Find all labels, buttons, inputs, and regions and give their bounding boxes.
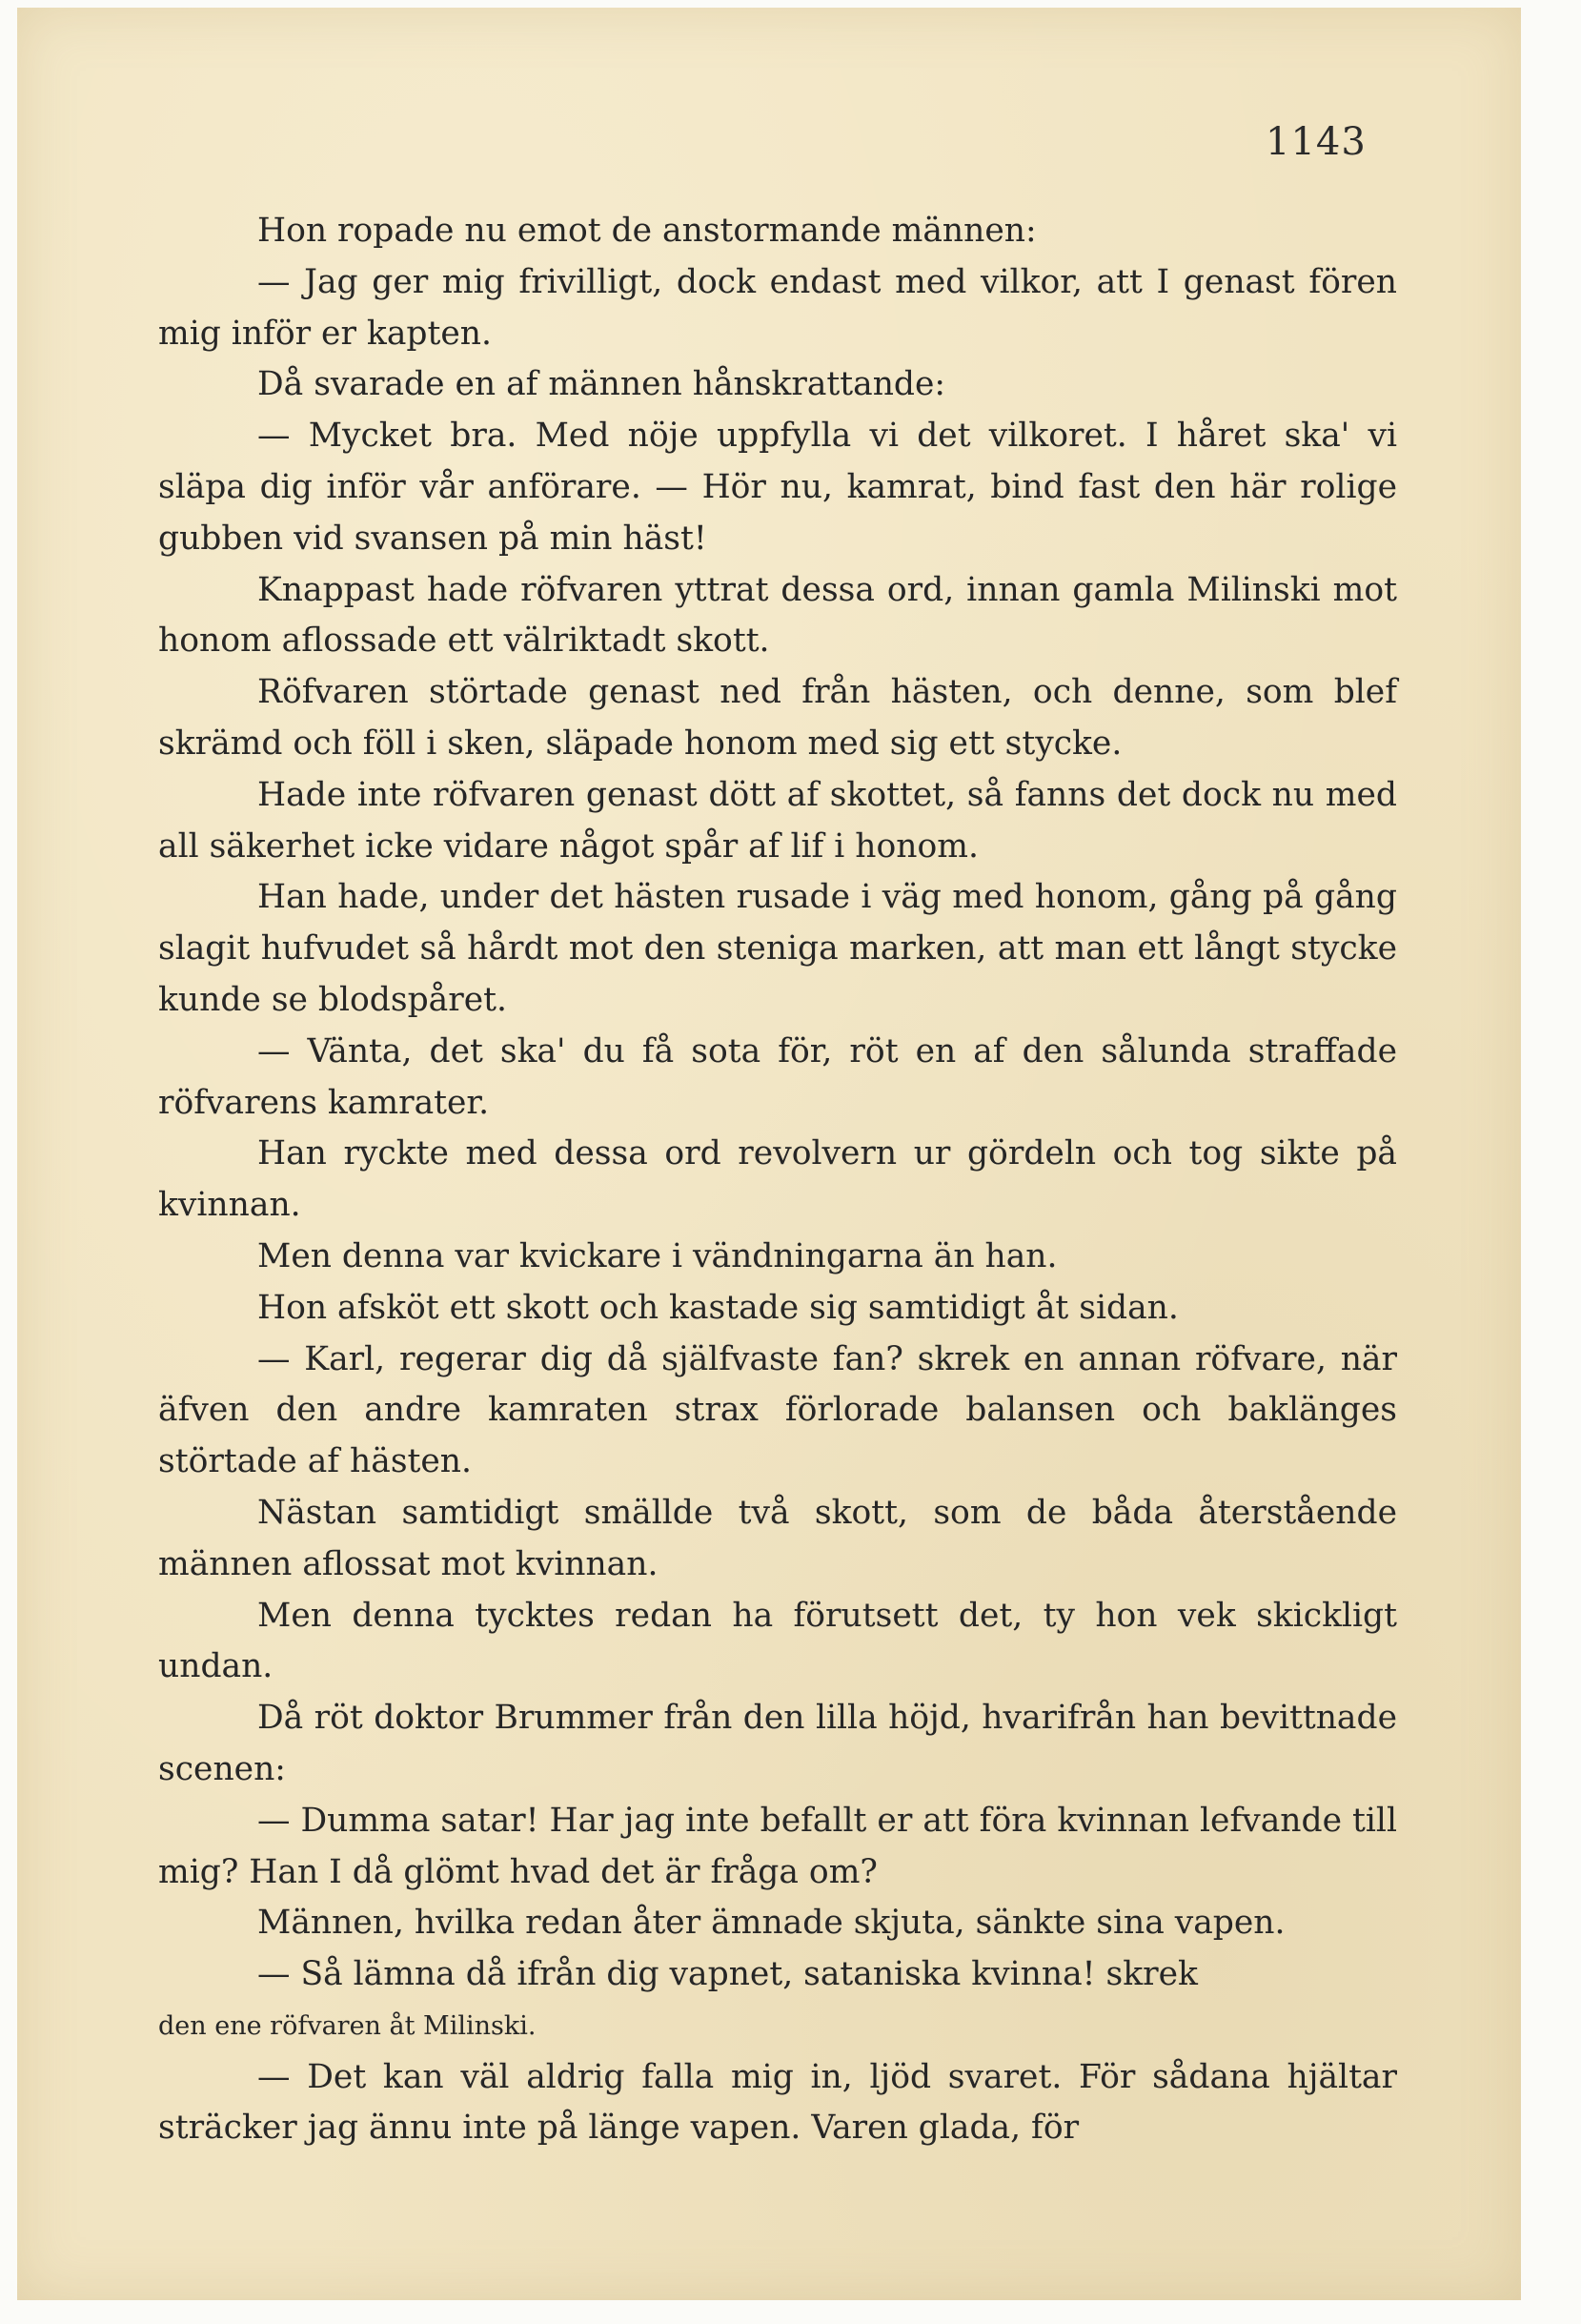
paragraph: Han hade, under det hästen rusade i väg med honom, gång på gång slagit hufvudet så hårdt mot den steniga marken, att man ett långt stycke kunde se blodspåret. bbox=[158, 878, 1397, 1019]
paragraph: — Så lämna då ifrån dig vapnet, sataniska kvinna! skrek bbox=[257, 1955, 1198, 1994]
paragraph: Han ryckte med dessa ord revolvern ur gördeln och tog sikte på kvinnan. bbox=[158, 1134, 1397, 1225]
paragraph: Nästan samtidigt smällde två skott, som de båda återstående männen aflossat mot kvinnan. bbox=[158, 1493, 1397, 1583]
paragraph: — Det kan väl aldrig falla mig in, ljöd svaret. För sådana hjältar sträcker jag ännu inte på länge vapen. Varen glada, för bbox=[158, 2057, 1397, 2148]
paragraph: Då svarade en af männen hånskrattande: bbox=[257, 365, 946, 404]
book-page bbox=[17, 8, 1521, 2300]
paragraph: Hon ropade nu emot de anstormande männen: bbox=[257, 212, 1037, 250]
paragraph: Männen, hvilka redan åter ämnade skjuta, sänkte sina vapen. bbox=[257, 1904, 1286, 1943]
paragraph: Hon afsköt ett skott och kastade sig samtidigt åt sidan. bbox=[257, 1288, 1179, 1327]
paragraph: — Jag ger mig frivilligt, dock endast med vilkor, att I genast fören mig inför er kapten. bbox=[158, 262, 1397, 353]
paragraph: Hade inte röfvaren genast dött af skottet, så fanns det dock nu med all säkerhet icke vidare något spår af lif i honom. bbox=[158, 775, 1397, 866]
paragraph: Röfvaren störtade genast ned från hästen, och denne, som blef skrämd och föll i sken, släpade honom med sig ett stycke. bbox=[158, 673, 1397, 763]
paragraph: Då röt doktor Brummer från den lilla höjd, hvarifrån han bevittnade scenen: bbox=[158, 1699, 1397, 1788]
paragraph: Men denna var kvickare i vändningarna än han. bbox=[257, 1236, 1058, 1275]
paragraph-continuation: den ene röfvaren åt Milinski. bbox=[158, 2010, 537, 2041]
body-text bbox=[158, 206, 1397, 2154]
paragraph: Knappast hade röfvaren yttrat dessa ord, innan gamla Milinski mot honom aflossade ett välriktadt skott. bbox=[158, 570, 1397, 661]
paragraph: — Vänta, det ska' du få sota för, röt en af den sålunda straffade röfvarens kamrater. bbox=[158, 1031, 1397, 1122]
paragraph: — Mycket bra. Med nöje uppfylla vi det vilkoret. I håret ska' vi släpa dig inför vår anförare. — Hör nu, kamrat, bind fast den här rolige gubben vid svansen på min häst! bbox=[158, 417, 1397, 558]
paragraph: Men denna tycktes redan ha förutsett det, ty hon vek skickligt undan. bbox=[158, 1596, 1397, 1686]
paragraph: — Karl, regerar dig då själfvaste fan? skrek en annan röfvare, när äfven den andre kamraten strax förlorade balansen och baklänges störtade af hästen. bbox=[158, 1339, 1397, 1481]
page-number: 1143 bbox=[1266, 120, 1367, 164]
paragraph: — Dumma satar! Har jag inte befallt er att föra kvinnan lefvande till mig? Han I då glömt hvad det är fråga om? bbox=[158, 1801, 1397, 1891]
